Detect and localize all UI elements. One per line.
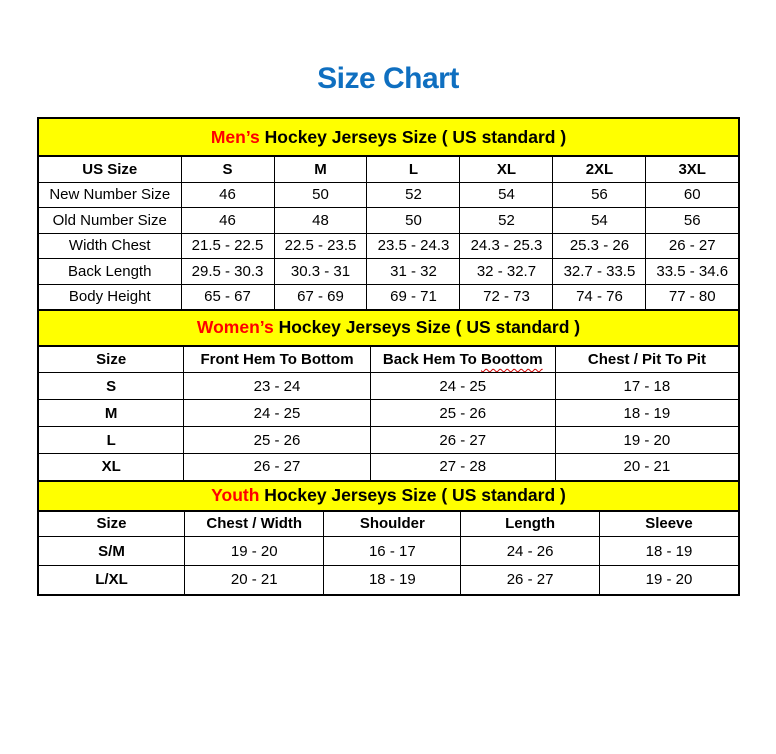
table-row: [38, 427, 739, 454]
table-row: [38, 537, 739, 566]
value-cell: 16 - 17: [324, 537, 461, 566]
column-header: Back Hem To Boottom: [370, 346, 555, 373]
value-cell: 74 - 76: [553, 284, 646, 310]
section-title-highlight: Youth: [211, 485, 260, 505]
row-label: L/XL: [38, 566, 185, 595]
value-cell: 18 - 19: [599, 537, 739, 566]
value-cell: 19 - 20: [185, 537, 324, 566]
value-cell: 24 - 25: [370, 373, 555, 400]
value-cell: 23.5 - 24.3: [367, 233, 460, 259]
table-row: [38, 566, 739, 595]
size-table-youth: [37, 480, 740, 596]
size-table-mens: [37, 117, 740, 311]
section-title-highlight: Men’s: [210, 126, 260, 147]
row-label: M: [38, 400, 184, 427]
value-cell: 50: [274, 182, 367, 208]
value-cell: 25 - 26: [370, 400, 555, 427]
value-cell: 67 - 69: [274, 284, 367, 310]
column-header: Size: [38, 511, 185, 537]
column-header: 2XL: [553, 156, 646, 182]
value-cell: 26 - 27: [646, 233, 739, 259]
column-header: Front Hem To Bottom: [184, 346, 370, 373]
row-label: XL: [38, 454, 184, 481]
value-cell: 60: [646, 182, 739, 208]
column-header: Sleeve: [599, 511, 739, 537]
value-cell: 18 - 19: [555, 400, 739, 427]
value-cell: 31 - 32: [367, 259, 460, 285]
value-cell: 54: [460, 182, 553, 208]
value-cell: 50: [367, 208, 460, 234]
value-cell: 19 - 20: [599, 566, 739, 595]
column-header: 3XL: [646, 156, 739, 182]
value-cell: 77 - 80: [646, 284, 739, 310]
value-cell: 26 - 27: [370, 427, 555, 454]
value-cell: 20 - 21: [555, 454, 739, 481]
value-cell: 18 - 19: [324, 566, 461, 595]
value-cell: 48: [274, 208, 367, 234]
row-label: Old Number Size: [38, 208, 181, 234]
table-row: [38, 400, 739, 427]
table-row: [38, 284, 739, 310]
table-row: [38, 208, 739, 234]
table-row: [38, 454, 739, 481]
row-label: L: [38, 427, 184, 454]
table-row: [38, 182, 739, 208]
value-cell: 32.7 - 33.5: [553, 259, 646, 285]
value-cell: 21.5 - 22.5: [181, 233, 274, 259]
column-header: Size: [38, 346, 184, 373]
table-row: [38, 373, 739, 400]
value-cell: 24 - 26: [461, 537, 600, 566]
column-header: XL: [460, 156, 553, 182]
value-cell: 33.5 - 34.6: [646, 259, 739, 285]
value-cell: 30.3 - 31: [274, 259, 367, 285]
value-cell: 56: [553, 182, 646, 208]
value-cell: 26 - 27: [184, 454, 370, 481]
misspelled-word: Boottom: [481, 350, 543, 368]
value-cell: 56: [646, 208, 739, 234]
row-label: S/M: [38, 537, 185, 566]
column-header: Shoulder: [324, 511, 461, 537]
column-header: S: [181, 156, 274, 182]
value-cell: 24.3 - 25.3: [460, 233, 553, 259]
row-label: New Number Size: [38, 182, 181, 208]
column-header: L: [367, 156, 460, 182]
column-header: M: [274, 156, 367, 182]
value-cell: 23 - 24: [184, 373, 370, 400]
row-label: Width Chest: [38, 233, 181, 259]
value-cell: 29.5 - 30.3: [181, 259, 274, 285]
value-cell: 26 - 27: [461, 566, 600, 595]
column-header: Chest / Width: [185, 511, 324, 537]
value-cell: 46: [181, 182, 274, 208]
row-label: Back Length: [38, 259, 181, 285]
row-label: Body Height: [38, 284, 181, 310]
value-cell: 17 - 18: [555, 373, 739, 400]
row-label: S: [38, 373, 184, 400]
value-cell: 22.5 - 23.5: [274, 233, 367, 259]
value-cell: 46: [181, 208, 274, 234]
column-header: Length: [461, 511, 600, 537]
section-title-rest: Hockey Jerseys Size ( US standard ): [273, 317, 581, 337]
section-title-mens: [38, 118, 739, 156]
size-tables: [37, 117, 740, 596]
value-cell: 20 - 21: [185, 566, 324, 595]
value-cell: 52: [460, 208, 553, 234]
value-cell: 65 - 67: [181, 284, 274, 310]
column-header: US Size: [38, 156, 181, 182]
value-cell: 25 - 26: [184, 427, 370, 454]
section-title-youth: [38, 481, 739, 511]
value-cell: 32 - 32.7: [460, 259, 553, 285]
value-cell: 24 - 25: [184, 400, 370, 427]
section-title-rest: Hockey Jerseys Size ( US standard ): [259, 126, 567, 147]
value-cell: 52: [367, 182, 460, 208]
table-row: [38, 233, 739, 259]
section-title-rest: Hockey Jerseys Size ( US standard ): [259, 485, 566, 505]
section-title-womens: [38, 310, 739, 346]
size-table-womens: [37, 309, 740, 482]
section-title-highlight: Women’s: [196, 317, 274, 337]
column-header: Chest / Pit To Pit: [555, 346, 739, 373]
page-title: Size Chart: [317, 62, 459, 95]
value-cell: 27 - 28: [370, 454, 555, 481]
value-cell: 69 - 71: [367, 284, 460, 310]
value-cell: 25.3 - 26: [553, 233, 646, 259]
value-cell: 72 - 73: [460, 284, 553, 310]
value-cell: 54: [553, 208, 646, 234]
table-row: [38, 259, 739, 285]
value-cell: 19 - 20: [555, 427, 739, 454]
